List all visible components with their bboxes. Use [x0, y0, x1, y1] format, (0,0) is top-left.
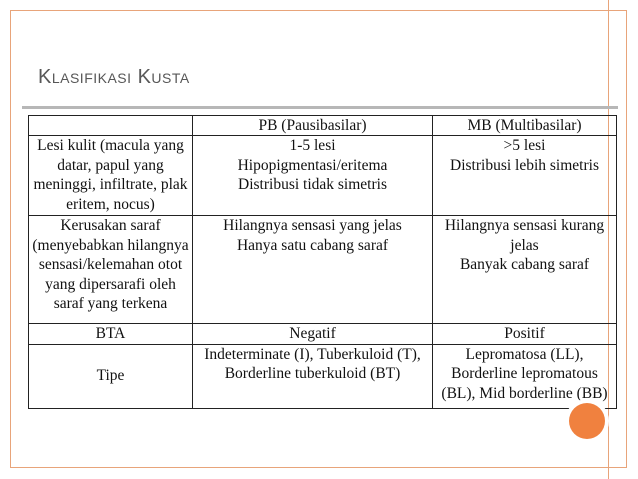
row-mb-lesi: >5 lesi Distribusi lebih simetris — [433, 136, 617, 216]
row-mb-tipe: Lepromatosa (LL), Borderline lepromatous (BL), Mid borderline (BB) — [433, 344, 617, 408]
classification-table — [28, 115, 617, 409]
row-label-lesi: Lesi kulit (macula yang datar, papul yang meninggi, infiltrate, plak eritem, nocus) — [29, 136, 193, 216]
table-header-pb: PB (Pausibasilar) — [193, 116, 433, 136]
table-row — [29, 344, 617, 408]
row-pb-tipe: Indeterminate (I), Tuberkuloid (T), Borderline tuberkuloid (BT) — [193, 344, 433, 408]
table-header-row — [29, 116, 617, 136]
table-header-mb: MB (Multibasilar) — [433, 116, 617, 136]
table-row — [29, 136, 617, 216]
row-label-saraf: Kerusakan saraf (menyebabkan hilangnya sensasi/kelemahan otot yang dipersarafi oleh saraf yang terkena — [29, 216, 193, 324]
table-row — [29, 324, 617, 345]
slide-title: Klasifikasi Kusta — [38, 66, 190, 88]
row-label-bta: BTA — [29, 324, 193, 345]
table-row — [29, 216, 617, 324]
row-pb-bta: Negatif — [193, 324, 433, 345]
row-label-tipe: Tipe — [29, 344, 193, 408]
row-mb-saraf: Hilangnya sensasi kurang jelas Banyak cabang saraf — [433, 216, 617, 324]
row-pb-saraf: Hilangnya sensasi yang jelas Hanya satu cabang saraf — [193, 216, 433, 324]
row-mb-bta: Positif — [433, 324, 617, 345]
row-pb-lesi: 1-5 lesi Hipopigmentasi/eritema Distribusi tidak simetris — [193, 136, 433, 216]
decorative-dot — [569, 403, 605, 439]
table-header-empty — [29, 116, 193, 136]
title-rule — [22, 106, 618, 109]
